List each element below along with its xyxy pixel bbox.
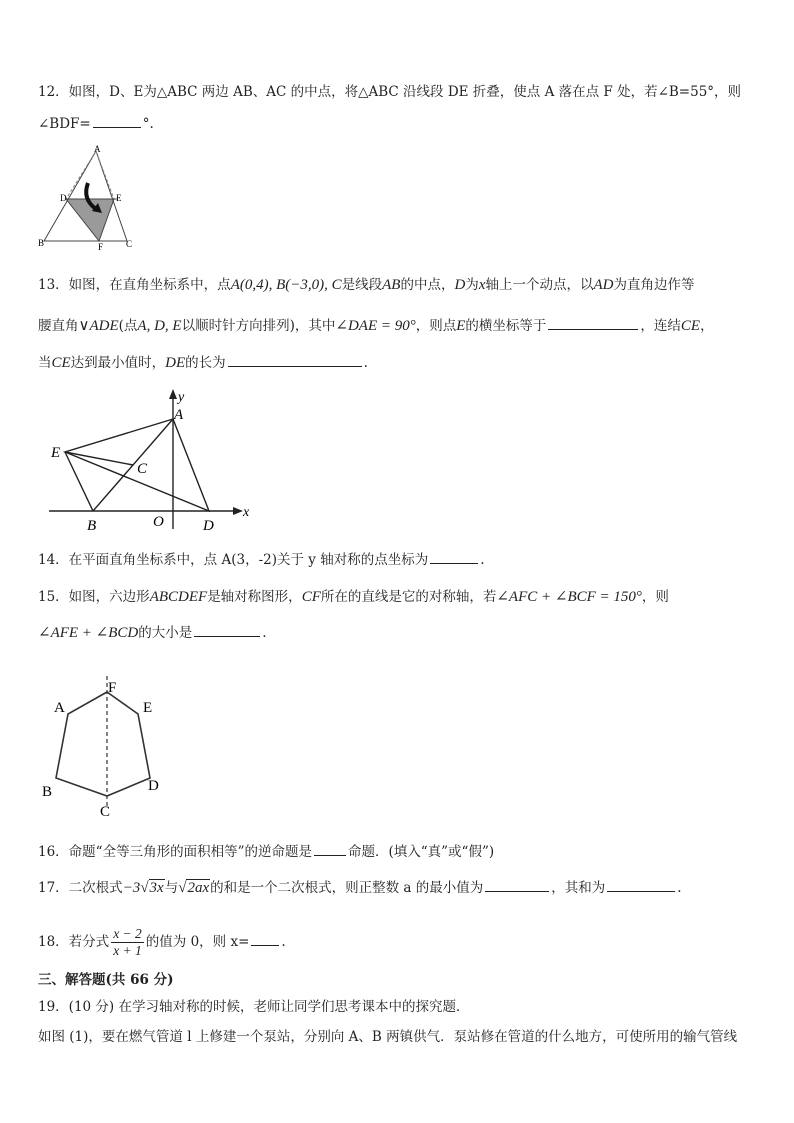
answer-blank[interactable]	[430, 549, 478, 564]
answer-blank[interactable]	[194, 622, 260, 637]
q12-label-d: D	[60, 193, 67, 203]
q12-label-b: B	[38, 238, 45, 248]
q13-label-b: B	[87, 518, 97, 533]
hexagon-abcdef	[56, 692, 153, 796]
q13-line2: 腰直角∨ADE(点A, D, E以顺时针方向排列)，其中∠DAE = 90°，则点E的横坐标等于 ，连结CE，	[38, 315, 714, 336]
q15-label-d: D	[148, 778, 159, 794]
q13-label-x: x	[243, 505, 250, 520]
q15-label-c: C	[100, 804, 111, 820]
q13-figure	[45, 385, 260, 533]
q12-label-a: A	[94, 144, 101, 154]
q15-label-e: E	[143, 700, 153, 716]
sqrt-sign-icon: √	[140, 880, 149, 896]
q17-line: 17．二次根式−3√3x与√2ax的和是一个二次根式，则正整数 a 的最小值为 ，其和为 .	[38, 877, 682, 898]
q12-figure	[36, 143, 136, 251]
answer-blank[interactable]	[548, 315, 638, 330]
q19-line2: 如图 (1)，要在燃气管道 l 上修建一个泵站，分别向 A、B 两镇供气．泵站修在管道的什么地方，可使所用的输气管线	[38, 1029, 738, 1045]
q14-line: 14．在平面直角坐标系中，点 A(3，-2)关于 y 轴对称的点坐标为 .	[38, 549, 485, 570]
q16-line: 16．命题“全等三角形的面积相等”的逆命题是 命题．(填入“真”或“假”)	[38, 841, 494, 862]
section-title: 三、解答题(共 66 分)	[38, 972, 174, 988]
q12-label-e: E	[116, 193, 122, 203]
q13-label-c: C	[137, 461, 148, 477]
q12-line1: 12．如图，D、E为△ABC 两边 AB、AC 的中点，将△ABC 沿线段 DE 折叠，使点 A 落在点 F 处，若∠B=55°，则	[38, 84, 742, 100]
q15-line2: ∠AFE + ∠BCD的大小是 .	[38, 622, 267, 643]
q12-label-f: F	[98, 242, 104, 251]
q18-line: 18．若分式 $\frac{x - 2}{x + 1}$ 的值为 0，则 x= .	[38, 926, 286, 958]
q15-label-f: F	[108, 680, 117, 696]
q13-label-o: O	[153, 514, 164, 530]
q12-line2: ∠BDF= °.	[38, 113, 154, 134]
q19-line1: 19．(10 分) 在学习轴对称的时候，老师让同学们思考课本中的探究题．	[38, 999, 470, 1015]
fraction: $\frac{x - 2}{x + 1}$	[113, 926, 142, 958]
answer-blank[interactable]	[314, 841, 346, 856]
answer-blank[interactable]	[93, 113, 141, 128]
q13-label-d: D	[203, 518, 214, 533]
answer-blank[interactable]	[485, 877, 549, 892]
q13-label-y: y	[178, 390, 185, 405]
q15-line1: 15．如图，六边形ABCDEF是轴对称图形，CF所在的直线是它的对称轴，若∠AFC + ∠BCF = 150°，则	[38, 589, 669, 605]
q15-label-a: A	[54, 700, 65, 716]
answer-blank[interactable]	[251, 931, 279, 946]
q13-label-a: A	[174, 407, 184, 423]
q13-line1: 13．如图，在直角坐标系中，点A(0,4), B(−3,0), C是线段AB的中点，D为x轴上一个动点，以AD为直角边作等	[38, 277, 695, 293]
q12-label-c: C	[126, 239, 133, 249]
answer-blank[interactable]	[228, 352, 362, 367]
q15-figure	[40, 672, 170, 822]
q13-label-e: E	[51, 445, 61, 461]
q13-line3: 当CE达到最小值时，DE的长为 .	[38, 352, 368, 373]
q15-label-b: B	[42, 784, 53, 800]
sqrt-sign-icon: √	[178, 880, 187, 896]
answer-blank[interactable]	[607, 877, 675, 892]
